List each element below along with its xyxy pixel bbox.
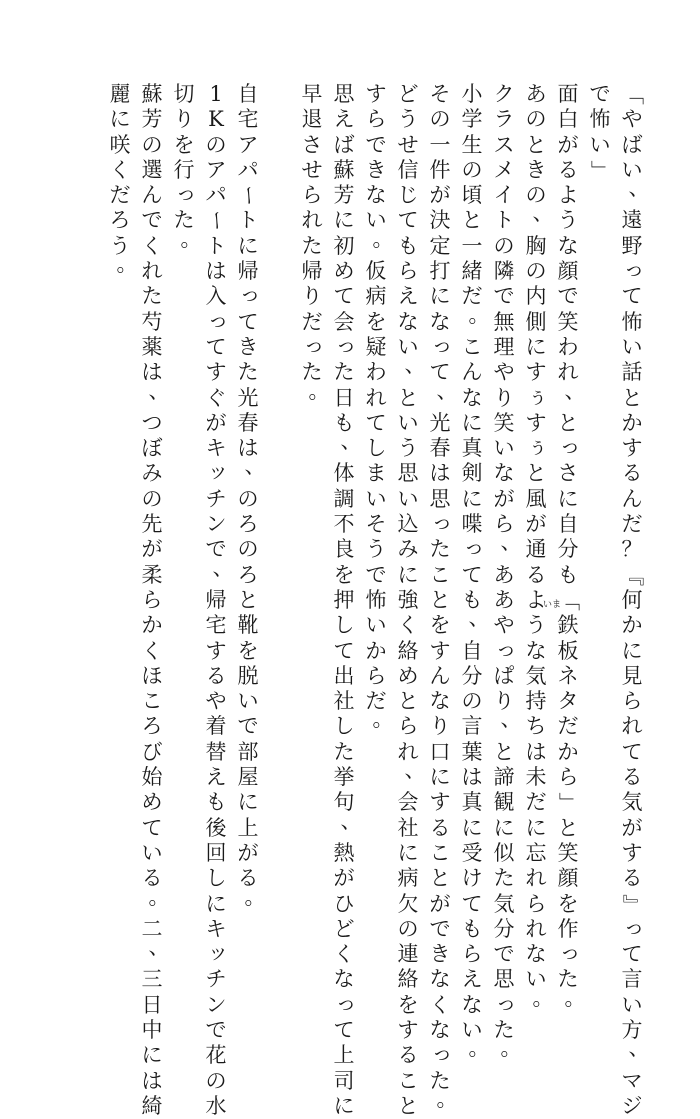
ruby-reading: いま <box>542 600 561 610</box>
text-column-7: そ の 一 件 が 決 定 打 に な っ て 、 光 春 は 思 っ た こ と を す ん な り 口 に す る こ と が で き な く な っ た 。 <box>429 82 458 1111</box>
text-column-16: 蘇 芳 の 選 ん で く れ た 芍 薬 は 、 つ ぼ み の 先 が 柔 ら か く ほ こ ろ び 始 め て い る 。 二 、 三 日 中 に は 綺 <box>141 82 170 1118</box>
text-column-5: ク ラ ス メ イ ト の 隣 で 無 理 や り 笑 い な が ら 、 あ あ や っ ぱ り 、 と 諦 観 に 似 た 気 分 で 思 っ た 。 <box>493 82 522 1061</box>
text-column-3: 面 白 が る よ う な 顔 で 笑 わ れ 、 と っ さ に 自 分 も 「 鉄 板 ネ タ だ か ら 」 と 笑 顔 を 作 っ た 。 <box>556 82 586 1010</box>
text-column-14: 1 K の ア パ ー ト は 入 っ て す ぐ が キ ッ チ ン で 、 帰 宅 す る や 着 替 え も 後 回 し に キ ッ チ ン で 花 の 水 <box>204 82 234 1118</box>
text-column-13: 自 宅 ア パ ー ト に 帰 っ て き た 光 春 は 、 の ろ の ろ と 靴 を 脱 い で 部 屋 に 上 が る 。 <box>236 82 266 909</box>
text-column-4: あ の と き の 、 胸 の 内 側 に す ぅ す ぅ と 風 が 通 る よ う な 気 持 ち は 未 だ に 忘 れ ら れ な い 。 <box>525 82 554 1010</box>
text-column-9: す ら で き な い 。 仮 病 を 疑 わ れ て し ま い そ う で 怖 い か ら だ 。 <box>365 82 394 732</box>
text-column-1: 「 や ば い 、 遠 野 っ て 怖 い 話 と か す る ん だ ？ 『 何 か に 見 ら れ て る 気 が す る 』 っ て 言 い 方 、 マ ジ <box>620 84 650 1118</box>
text-column-6: 小 学 生 の 頃 と 一 緒 だ 。 こ ん な に 真 剣 に 喋 っ て も 、 自 分 の 言 葉 は 真 に 受 け て も ら え な い 。 <box>461 82 490 1061</box>
text-column-8: ど う せ 信 じ て も ら え な い 、 と い う 思 い 込 み に 強 く 絡 め と ら れ 、 会 社 に 病 欠 の 連 絡 を す る こ と <box>397 82 426 1118</box>
text-column-17: 麗 に 咲 く だ ろ う 。 <box>109 82 138 277</box>
text-column-2: で 怖 い 」 <box>588 82 613 182</box>
text-column-11: 早 退 さ せ ら れ た 帰 り だ っ た 。 <box>301 82 330 403</box>
text-column-15: 切 り を 行 っ た 。 <box>173 82 202 251</box>
text-column-10: 思 え ば 蘇 芳 に 初 め て 会 っ た 日 も 、 体 調 不 良 を 押 し て 出 社 し た 挙 句 、 熱 が ひ ど く な っ て 上 司 に <box>333 82 362 1118</box>
